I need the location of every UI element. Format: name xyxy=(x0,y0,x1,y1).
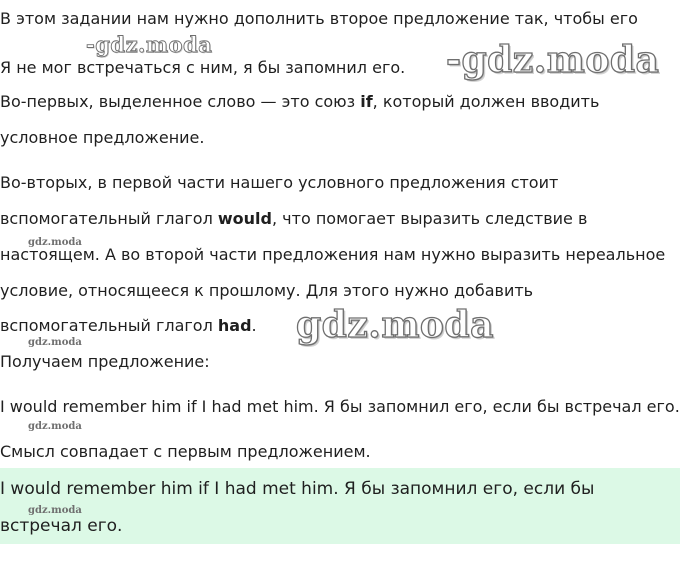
watermark: -gdz.moda xyxy=(86,32,213,57)
text-line: Смысл совпадает с первым предложением. xyxy=(0,442,371,461)
text-line: Получаем предложение: xyxy=(0,352,210,371)
watermark: gdz.moda xyxy=(296,304,494,346)
watermark: gdz.moda xyxy=(28,421,82,432)
text-line: Я не мог встречаться с ним, я бы запомнил его. xyxy=(0,58,406,77)
watermark: gdz.moda xyxy=(28,237,82,248)
text-line: В этом задании нам нужно дополнить второе предложение так, чтобы его xyxy=(0,9,638,28)
keyword: if xyxy=(360,92,373,111)
text-line: условное предложение. xyxy=(0,128,205,147)
text-line: условие, относящееся к прошлому. Для этого нужно добавить xyxy=(0,281,534,300)
answer-line: встречал его. xyxy=(0,516,123,536)
text-line: Во-вторых, в первой части нашего условного предложения стоит xyxy=(0,173,559,192)
text-line xyxy=(0,92,599,112)
text-line: I would remember him if I had met him. Я бы запомнил его, если бы встречал его. xyxy=(0,397,680,416)
watermark: -gdz.moda xyxy=(446,39,660,81)
answer-line: I would remember him if I had met him. Я бы запомнил его, если бы xyxy=(0,479,595,499)
text-span: Во-первых, выделенное слово — это союз xyxy=(0,92,361,111)
text-line xyxy=(0,316,257,336)
text-span: . xyxy=(251,316,257,335)
keyword: would xyxy=(217,209,272,228)
answer-box xyxy=(0,468,680,544)
text-line xyxy=(0,209,587,229)
text-span: , который должен вводить xyxy=(372,92,600,111)
text-span: вспомогательный глагол xyxy=(0,209,218,228)
text-span: вспомогательный глагол xyxy=(0,316,218,335)
keyword: had xyxy=(217,316,252,335)
watermark: gdz.moda xyxy=(28,505,82,516)
text-span: , что помогает выразить следствие в xyxy=(272,209,588,228)
text-line: настоящем. А во второй части предложения нам нужно выразить нереальное xyxy=(0,245,666,264)
watermark: gdz.moda xyxy=(28,337,82,348)
